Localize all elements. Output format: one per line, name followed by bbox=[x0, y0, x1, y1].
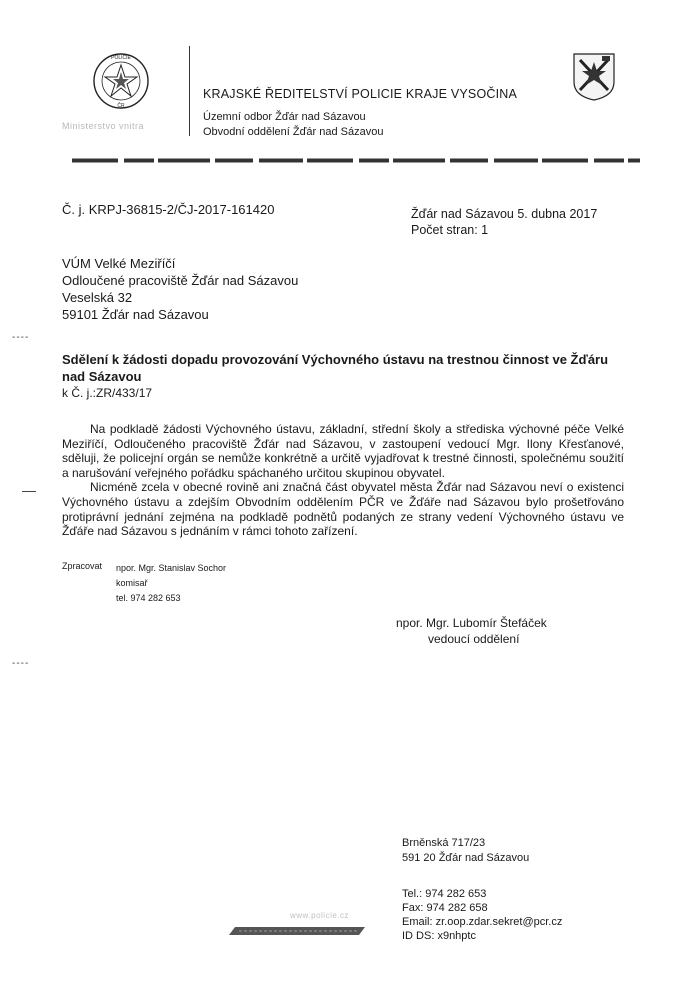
reference-number: Č. j. KRPJ-36815-2/ČJ-2017-161420 bbox=[62, 202, 275, 217]
page-count: Počet stran: 1 bbox=[411, 223, 489, 237]
website-faint: www.policie.cz bbox=[290, 911, 350, 920]
office-email: Email: zr.oop.zdar.sekret@pcr.cz bbox=[402, 916, 563, 928]
letter-date: Žďár nad Sázavou 5. dubna 2017 bbox=[411, 207, 598, 221]
processed-phone: tel. 974 282 653 bbox=[116, 593, 181, 603]
signatory-name: npor. Mgr. Lubomír Štefáček bbox=[396, 616, 547, 630]
recipient-line: 59101 Žďár nad Sázavou bbox=[62, 307, 209, 322]
header-dashed-rule bbox=[72, 157, 640, 164]
footer-stripe-bar bbox=[229, 927, 365, 935]
office-city: 591 20 Žďár nad Sázavou bbox=[402, 852, 530, 864]
body-paragraph: Na podkladě žádosti Výchovného ústavu, základní, střední školy a střediska výchovné péče Velké Meziříčí, Odloučeného pracoviště Žďár nad Sázavou, v zastoupení vedoucí Mgr. Ilony Křesťanové, sděluji, že policejní orgán se nemůže konkrétně a určitě vyjadřovat k trestné činnosti, společnému soužití a narušování veřejného pořádku spáchaného určitou skupinou obyvatel. bbox=[62, 422, 624, 480]
police-star-seal-icon bbox=[92, 52, 150, 110]
letter-body bbox=[62, 422, 624, 539]
subject-title: Sdělení k žádosti dopadu provozování Výchovného ústavu na trestnou činnost ve Žďáru nad Sázavou bbox=[62, 352, 609, 384]
office-contacts bbox=[402, 887, 562, 943]
department-name: Územní odbor Žďár nad Sázavou bbox=[203, 111, 366, 123]
office-address bbox=[402, 836, 529, 866]
subject-reference: k Č. j.:ZR/433/17 bbox=[62, 386, 153, 400]
faint-header-text: Ministerstvo vnitra bbox=[62, 121, 145, 131]
signatory-role: vedoucí oddělení bbox=[428, 632, 520, 646]
fold-mark-bottom: ---- bbox=[12, 658, 30, 669]
processed-role: komisař bbox=[116, 578, 148, 588]
office-street: Brněnská 717/23 bbox=[402, 837, 486, 849]
signature-block bbox=[396, 615, 547, 647]
svg-text:ČR: ČR bbox=[117, 103, 125, 109]
recipient-line: Veselská 32 bbox=[62, 290, 133, 305]
recipient-line: Odloučené pracoviště Žďár nad Sázavou bbox=[62, 273, 299, 288]
office-tel: Tel.: 974 282 653 bbox=[402, 888, 487, 900]
recipient-line: VÚM Velké Meziříčí bbox=[62, 256, 176, 271]
header-divider bbox=[189, 46, 190, 136]
svg-text:POLICIE: POLICIE bbox=[111, 55, 131, 61]
processed-info bbox=[116, 561, 226, 606]
processed-name: npor. Mgr. Stanislav Sochor bbox=[116, 563, 227, 573]
processed-label: Zpracovat bbox=[62, 561, 103, 571]
office-data-box: ID DS: x9nhptc bbox=[402, 930, 476, 942]
organization-name: KRAJSKÉ ŘEDITELSTVÍ POLICIE KRAJE VYSOČINA bbox=[203, 87, 518, 101]
office-fax: Fax: 974 282 658 bbox=[402, 902, 488, 914]
body-paragraph: Nicméně zcela v obecné rovině ani značná část obyvatel města Žďár nad Sázavou neví o existenci Výchovného ústavu a zdejším Obvodním oddělením PČR ve Žďáře nad Sázavou bylo prošetřováno protiprávní jednání zejména na podkladě podnětů podaných ze strany vedení Výchovného ústavu ve Žďáře nad Sázavou s jednáním v rámci tohoto zařízení. bbox=[62, 480, 624, 539]
vysocina-crest-icon bbox=[572, 52, 616, 102]
date-block bbox=[411, 206, 597, 238]
office-name: Obvodní oddělení Žďár nad Sázavou bbox=[203, 126, 384, 138]
recipient-address bbox=[62, 255, 298, 323]
fold-mark-top: ---- bbox=[12, 332, 30, 343]
punch-mark bbox=[22, 491, 36, 492]
